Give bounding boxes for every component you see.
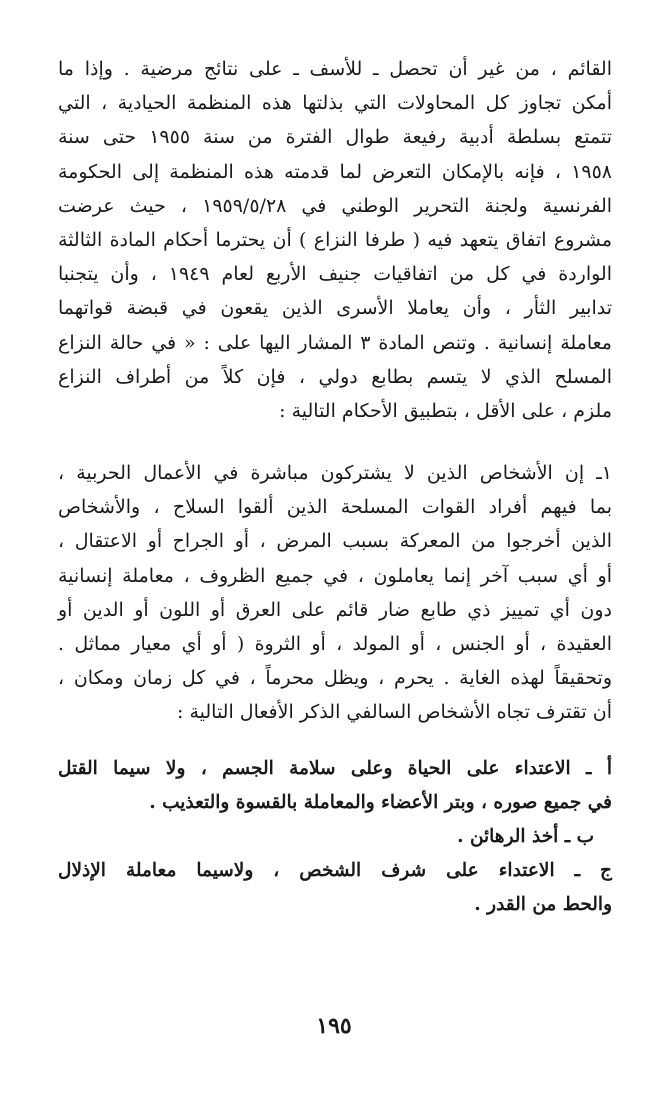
text-line: في جميع صوره ، وبتر الأعضاء والمعاملة بالقسوة والتعذيب .	[149, 791, 612, 813]
text-line: الذين أخرجوا من المعركة بسبب المرض ، أو الجراح أو الاعتقال ،	[58, 530, 612, 553]
document-page	[58, 52, 612, 923]
text-line: العقيدة ، أو الجنس ، أو المولد ، أو الثروة ( أو أي معيار مماثل .	[58, 633, 612, 655]
text-line: مشروع اتفاق يتعهد فيه ( طرفا النزاع ) أن يحترما أحكام المادة الثالثة	[58, 228, 612, 251]
text-line: تدابير الثأر ، وأن يعاملا الأسرى الذين يقعون في قبضة قواتهما	[58, 297, 612, 320]
text-line: أ ـ الاعتداء على الحياة وعلى سلامة الجسم ، ولا سيما القتل	[58, 757, 612, 779]
text-line: أن تقترف تجاه الأشخاص السالفي الذكر الأفعال التالية :	[177, 701, 612, 724]
text-line: معاملة إنسانية . وتنص المادة ٣ المشار اليها على : « في حالة النزاع	[58, 331, 612, 354]
text-line: ملزم ، على الأقل ، بتطبيق الأحكام التالية :	[279, 399, 612, 422]
text-line: الفرنسية ولجنة التحرير الوطني في ١٩٥٩/٥/٢٨ ، حيث عرضت	[58, 194, 613, 217]
text-line: أمكن تجاوز كل المحاولات التي بذلتها هذه المنظمة الحيادية ، التي	[58, 92, 612, 115]
list-item-c	[58, 854, 612, 922]
text-line: بما فيهم أفراد القوات المسلحة الذين ألقوا السلاح ، والأشخاص	[58, 496, 612, 519]
text-line: دون أي تمييز ذي طابع ضار قائم على العرق أو اللون أو الدين أو	[58, 598, 612, 621]
prohibited-acts-list	[58, 752, 612, 923]
text-line: القائم ، من غير أن تحصل ـ للأسف ـ على نتائج مرضية . وإذا ما	[58, 58, 612, 80]
text-line: وتحقيقاً لهذه الغاية . يحرم ، ويظل محرماً ، في كل زمان ومكان ،	[58, 667, 612, 690]
text-line: ١ـ إن الأشخاص الذين لا يشتركون مباشرة في الأعمال الحربية ،	[58, 462, 612, 485]
paragraph-article-3-clause-1	[58, 456, 612, 730]
list-item-b	[58, 820, 612, 854]
text-line: الواردة في كل من اتفاقيات جنيف الأربع لعام ١٩٤٩ ، وأن يتجنبا	[58, 263, 613, 286]
text-line: والحط من القدر .	[474, 894, 612, 916]
text-line: ب ـ أخذ الرهائن .	[457, 825, 594, 847]
text-line: المسلح الذي لا يتسم بطابع دولي ، فإن كلاً من أطراف النزاع	[58, 365, 612, 388]
text-line: ١٩٥٨ ، فإنه بالإمكان التعرض لما قدمته هذه المنظمة إلى الحكومة	[58, 160, 612, 183]
text-line: تتمتع بسلطة أدبية رفيعة طوال الفترة من سنة ١٩٥٥ حتى سنة	[58, 126, 612, 149]
page-number: ١٩٥	[316, 1013, 352, 1039]
text-line: ج ـ الاعتداء على شرف الشخص ، ولاسيما معاملة الإذلال	[58, 860, 612, 882]
list-item-a	[58, 752, 612, 820]
paragraph-icrc-efforts	[58, 52, 612, 428]
text-line: أو أي سبب آخر إنما يعاملون ، في جميع الظروف ، معاملة إنسانية	[58, 564, 612, 587]
